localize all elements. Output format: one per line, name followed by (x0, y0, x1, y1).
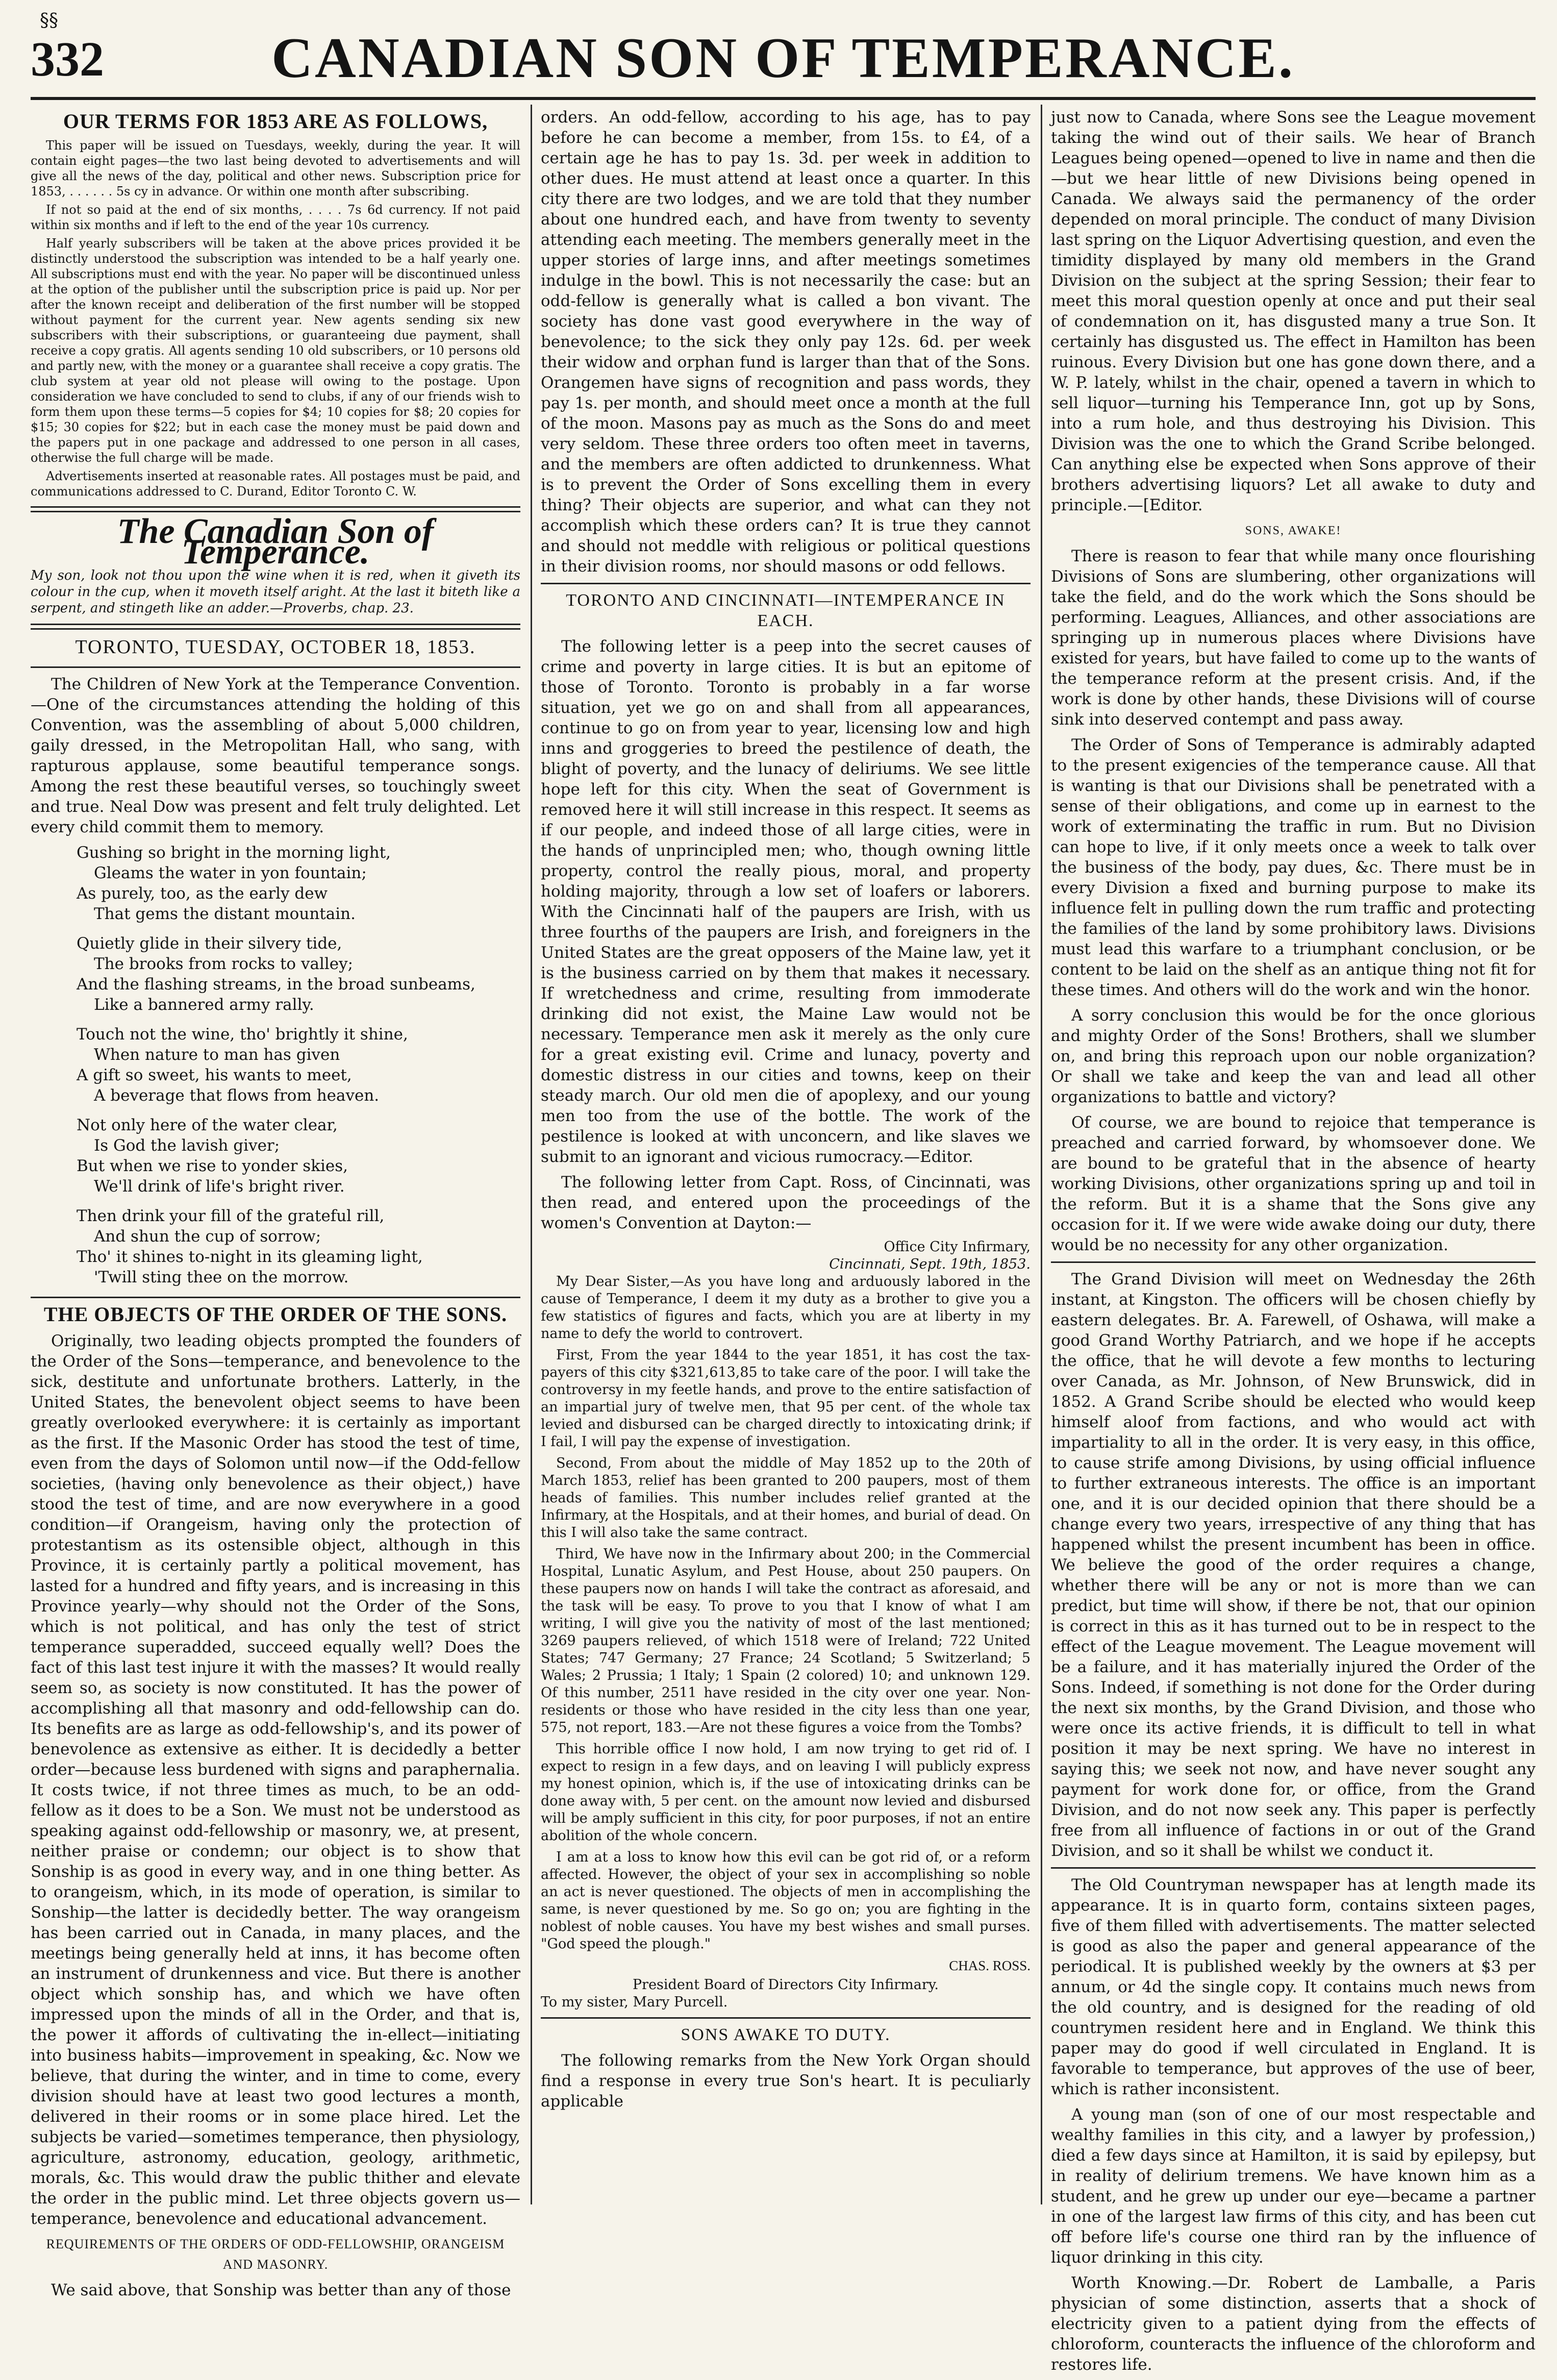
poem-line: And the flashing streams, in the broad sunbeams, (77, 975, 475, 994)
divider (541, 583, 1031, 584)
article-paragraph: Of course, we are bound to rejoice that temperance is preached and carried forward, by whomsoever done. We are bound to be grateful that in the absence of hearty working Divisions, other organizations spring up and toil in the reform. But it is a shame that the Sons give any occasion for it. If we were wide awake doing our duty, there would be no necessity for any other organization. (1051, 1113, 1536, 1254)
letter-place: Cincinnati, Sept. 19th, 1853. (829, 1256, 1031, 1272)
article-paragraph: orders. An odd-fellow, according to his age, has to pay before he can become a member, from 15s. to £4, of a certain age he has to pay 1s. 3d. per week in addition to other dues. He must attend at least once a quarter. In this city there are two lodges, and we are told that they number about one hundred each, and have from twenty to seventy attending each meeting. The members generally meet in the upper stories of large inns, and after meetings sometimes indulge in the bowl. This is not necessarily the case: but an odd-fellow is generally what is called a bon vivant. The society has done vast good everywhere in the way of benevolence; to the sick they only pay 12s. 6d. per week their widow and orphan fund is larger than that of the Sons. Orangemen have signs of recognition and pass words, they pay 1s. per month, and should meet once a month at the full of the moon. Masons pay as much as the Sons do and meet very seldom. These three orders too often meet in taverns, and the members are often addicted to drunkenness. What is to prevent the Order of Sons excelling them in every thing? Their objects are superior, and what can they not accomplish which these orders can? It is true they cannot and should not meddle with religious or political questions in their division rooms, nor should masons or odd fellows. (541, 108, 1031, 576)
poem-line: Gleams the water in yon fountain; (94, 864, 367, 882)
article-paragraph: The Children of New York at the Temperance Convention.—One of the circumstances attending the holding of this Convention, was the assembling of about 5,000 children, gaily dressed, in the Metropolitan Hall, who sang, with rapturous applause, some beautiful temperance songs. Among the rest these beautiful verses, so touchingly sweet and true. Neal Dow was present and felt truly delighted. Let every child commit them to memory. (31, 675, 520, 836)
column-divider (1041, 105, 1042, 2204)
letter-paragraph: Second, From about the middle of May 1852 up to the 20th of March 1853, relief has been granted to 200 paupers, most of them heads of families. This number includes relief granted at the Infirmary, at the Hospitals, and at their homes, and burial of dead. On this I will also take the same contract. (541, 1455, 1031, 1541)
article-paragraph: The following letter is a peep into the secret causes of crime and poverty in large cities. It is but an epitome of those of Toronto. Toronto is probably in a far worse situation, yet we go on and shall from all appearances, continue to go on from year to year, licensing low and high inns and groggeries to breed the pestilence of death, the blight of poverty, and the lunacy of deliriums. We see little hope left for this city. When the seat of Government is removed here it will still increase in this respect. It seems as if our people, and indeed those of all large cities, were in the hands of unprincipled men; who, though owning little property, control the really pious, moral, and property holding majority, through a low set of loafers or laborers. With the Cincinnati half of the paupers are Irish, with us three fourths of the paupers are Irish, and foreigners in the United States are the great opposers of the Maine law, yet it is the business carried on by them that makes it necessary. If wretchedness and crime, resulting from immoderate drinking did not exist, the Maine Law would not be necessary. Temperance men ask it merely as the only cure for a great existing evil. Crime and lunacy, poverty and domestic distress in our cities and towns, keep on their steady march. Our old men die of apoplexy, and our young men too from the use of the bottle. The work of the pestilence is looked at with unconcern, and like slaves we submit to an ignorant and vicious rumocracy.—Editor. (541, 637, 1031, 1166)
poem-line: Tho' it shines to-night in its gleaming light, (77, 1248, 423, 1266)
letter-paragraph: This horrible office I now hold, I am now trying to get rid of. I expect to resign in a few days, and on leaving I will publicly express my honest opinion, which is, if the use of intoxicating drinks can be done away with, 5 per cent. on the amount now levied and disbursed will be amply sufficient in this city, for poor purposes, if not an entire abolition of the whole concern. (541, 1741, 1031, 1844)
article-paragraph: just now to Canada, where Sons see the League movement taking the wind out of their sails. We hear of Branch Leagues being opened—opened to live in name and then die—but we hear little of new Divisions being opened in Canada. We always said the permanency of the order depended on moral principle. The conduct of many Division last spring on the Liquor Advertising question, and even the timidity displayed by many old members in the Grand Division on the subject at the spring Session; their fear to meet this moral question openly at once and put their seal of condemnation on it, has disgusted many a true Son. It certainly has disgusted us. The effect in Hamilton has been ruinous. Every Division but one has gone down there, and a W. P. lately, whilst in the chair, opened a tavern in which to sell liquor—turning his Temperance Inn, got up by Sons, into a rum hole, and thus destroying his Division. This Division was the one to which the Grand Scribe belonged. Can anything else be expected when Sons approve of their brothers advertising liquors? Let all awake to duty and principle.—[Editor. (1051, 108, 1536, 514)
poem-line: Is God the lavish giver; (94, 1136, 280, 1155)
poem-line: We'll drink of life's bright river. (94, 1177, 345, 1196)
article-paragraph: The following letter from Capt. Ross, of Cincinnati, was then read, and entered upon the proceedings of the women's Convention at Dayton:— (541, 1173, 1031, 1232)
poem-line: When nature to man has given (94, 1046, 340, 1064)
divider (1051, 1867, 1536, 1869)
header-rule (31, 97, 1536, 100)
poem-line: Touch not the wine, tho' brightly it shine, (77, 1025, 408, 1044)
article-paragraph: The following remarks from the New York Organ should find a response in every true Son's heart. It is peculiarly applicable (541, 2051, 1031, 2111)
column-2 (541, 107, 1031, 2117)
poem-line: Quietly glide in their silvery tide, (77, 934, 342, 953)
poem-line: But when we rise to yonder skies, (77, 1157, 348, 1175)
page-mark: §§ (40, 10, 58, 31)
dateline: TORONTO, TUESDAY, OCTOBER 18, 1853. (75, 636, 476, 658)
signature-title: President Board of Directors City Infirmary. (633, 1977, 939, 1993)
divider (1051, 1261, 1536, 1263)
divider (31, 1297, 520, 1298)
poem-line: That gems the distant mountain. (94, 905, 356, 923)
column-divider (531, 105, 532, 2204)
poem-line: As purely, too, as the early dew (77, 884, 328, 903)
letter-paragraph: First, From the year 1844 to the year 1851, it has cost the tax-payers of this city $321,613,85 to take care of the poor. I will take the controversy in my feetle hands, and prove to the entire satisfaction of an impartial jury of twelve men, that 95 per cent. of the whole tax levied and disbursed can be charged directly to intoxicating drink; if I fail, I will pay the expense of investigation. (541, 1347, 1031, 1450)
column-1 (31, 107, 520, 2305)
article-paragraph: A young man (son of one of our most respectable and wealthy families in this city, and a lawyer by profession,) died a few days since at Hamilton, it is said by epilepsy, but in reality of delirium tremens. We have known him as a student, and he grew up under our eye—became a partner in one of the largest law firms of this city, and has been cut off before life's course one third ran by the influence of liquor drinking in this city. (1051, 2105, 1536, 2267)
divider (541, 2017, 1031, 2019)
terms-paragraph: Half yearly subscribers will be taken at the above prices provided it be distinctly understood the subscription was intended to be a half yearly one. All subscriptions must end with the year. No paper will be discontinued unless at the option of the publisher until the subscription price is paid up. Nor per after the known receipt and deliberation of the first number will be stopped without payment for the current year. New agents sending six new subscribers with their subscriptions, or guaranteeing due payment, shall receive a copy gratis. All agents sending 10 old subscribers, or 10 persons old and partly new, with the money or a guarantee shall receive a copy gratis. The club system at year old not please will owing to the postage. Upon consideration we have concluded to send to clubs, if any of our friends wish to form them upon these terms—5 copies for $4; 10 copies for $8; 20 copies for $15; 30 copies for $22; but in each case the money must be paid down and the papers put in one package and addressed to one person in all cases, otherwise the full charge will be made. (31, 236, 520, 465)
article-paragraph: The Old Countryman newspaper has at length made its appearance. It is in quarto form, contains sixteen pages, five of them filled with advertisements. The matter selected is good as also the paper and general appearance of the periodical. It is published weekly by the owners at $3 per annum, or 4d the single copy. It contains much news from the old country, and is designed for the reading of old countrymen resident here and in England. We think this paper may do good if well circulated in England. It is favorable to temperance, but approves of the use of beer, which is rather inconsistent. (1051, 1876, 1536, 2098)
awake-heading: SONS AWAKE TO DUTY. (681, 2025, 891, 2044)
poem-line: A gift so sweet, his wants to meet, (77, 1066, 352, 1084)
poem-line: Like a bannered army rally. (94, 996, 314, 1014)
masthead (31, 10, 1536, 102)
divider (31, 666, 520, 668)
poem-stanza (77, 842, 520, 924)
letter (541, 1238, 1031, 2011)
poem-line: Then drink your fill of the grateful rill, (77, 1207, 385, 1225)
divider (31, 624, 520, 630)
article-paragraph: We said above, that Sonship was better than any of those (51, 2281, 511, 2299)
poem-line: And shun the cup of sorrow; (94, 1227, 321, 1246)
poem-line: Gushing so bright in the morning light, (77, 844, 391, 862)
article-paragraph: There is reason to fear that while many once flourishing Divisions of Sons are slumbering, other organizations will take the field, and do the work which the Sons should be performing. Leagues, Alliances, and other associations are springing up in numerous places where Divisions have existed for years, but have failed to come up to the wants of the temperance reform at the present crisis. And, if the work is done by other hands, these Divisions will of course sink into deserved contempt and pass away. (1051, 547, 1536, 729)
poem-stanza (77, 1115, 520, 1197)
running-title: CANADIAN SON OF TEMPERANCE. (271, 27, 1295, 90)
terms-paragraph: Advertisements inserted at reasonable rates. All postages must be paid, and communications addressed to C. Durand, Editor Toronto C. W. (31, 469, 520, 499)
letter-office: Office City Infirmary, (884, 1239, 1031, 1255)
article-paragraph: Worth Knowing.—Dr. Robert de Lamballe, a Paris physician of some distinction, asserts that a shock of electricity given to a patient dying from the effects of chloroform, counteracts the influence of the chloroform and restores life. (1051, 2274, 1536, 2374)
column-3 (1051, 107, 1536, 2380)
terms-block (31, 138, 520, 499)
sons-awake-subhead: SONS, AWAKE! (1245, 524, 1342, 537)
addressee: To my sister, Mary Purcell. (541, 1994, 728, 2010)
toronto-heading: TORONTO AND CINCINNATI—INTEMPERANCE IN EACH. (566, 591, 1006, 630)
poem-line: The brooks from rocks to valley; (94, 955, 354, 973)
letter-paragraph: I am at a loss to know how this evil can be got rid of, or a reform affected. However, the object of your sex in accomplishing so noble an act is never questioned. The objects of men in accomplishing the same, is never questioned by me. So go on; you are fighting in the noblest of noble causes. You have my best wishes and small purses. "God speed the plough." (541, 1849, 1031, 1952)
poem-stanza (77, 933, 520, 1015)
terms-paragraph: If not so paid at the end of six months, . . . . 7s 6d currency. If not paid within six months and if left to the end of the year 10s currency. (31, 203, 520, 232)
poem (77, 842, 520, 1287)
article-paragraph: Originally, two leading objects prompted the founders of the Order of the Sons—temperance, and benevolence to the sick, destitute and unfortunate brothers. Latterly, in the United States, the benevolent object seems to have been greatly overlooked everywhere: it is certainly as important as the first. If the Masonic Order has stood the test of time, even from the days of Solomon until now—if the Odd-fellow societies, (having only benevolence as their object,) have stood the test of time, and are now everywhere in a good condition—if Orangeism, having only the protection of protestantism as its ostensible object, although in this Province, it is certainly partly a political movement, has lasted for a hundred and fifty years, and is increasing in this Province yearly—why should not the Order of the Sons, which is not political, and has only the test of strict temperance superadded, succeed equally well? Does the fact of this last test injure it with the masses? It would really seem so, as society is now constituted. It has the power of accomplishing all that masonry and odd-fellowship can do. Its benefits are as large as odd-fellowship's, and its power of benevolence as extensive as either. It is decidedly a better order—because less burdened with signs and paraphernalia. It costs twice, if not three times as much, to be an odd-fellow as it does to be a Son. We must not be understood as speaking against odd-fellowship or masonry, we, at present, neither praise or condemn; our object is to show that Sonship is as good in every way, and in one thing better. As to orangeism, which, in its mode of operation, is similar to Sonship—the latter is decidedly better. The way orangeism has been carried out in Canada, in many places, and the meetings being generally held at inns, it has become often an instrument of drunkenness and vice. But there is another object which sonship has, and which we have often impressed upon the minds of all in the Order, and that is, the power it affords of cultivating the in-ellect—initiating into business habits—improvement in speaking, &c. Now we believe, that during the winter, and in time to come, every division should have at least two good lectures a month, delivered in their rooms or in some place hired. Let the subjects be varied—sometimes temperance, then physiology, agriculture, astronomy, education, geology, arithmetic, morals, &c. This would draw the public thither and elevate the order in the public mind. Let three objects govern us—temperance, benevolence and educational advancement. (31, 1332, 520, 2228)
article-paragraph: The Order of Sons of Temperance is admirably adapted to the present exigencies of the temperance cause. All that is wanting is that our Divisions shall be penetrated with a sense of their obligations, and come up in earnest to the work of exterminating the traffic in rum. But no Division can hope to live, if it only meets once a week to talk over the business of the body, pay dues, &c. There must be in every Division a fixed and burning purpose to make its influence felt in pulling down the rum traffic and protecting the families of the land by some prohibitory laws. Divisions must lead this warfare to a triumphant conclusion, or be content to be laid on the shelf as an antique thing not fit for these times. And others will do the work and win the honor. (1051, 736, 1536, 999)
poem-stanza (77, 1024, 520, 1106)
page-number: 332 (31, 32, 104, 86)
motto: My son, look not thou upon the wine when it is red, when it giveth its colour in the cup, when it moveth itself aright. At the last it biteth like a serpent, and stingeth like an adder.—Proverbs, chap. 23. (31, 568, 520, 616)
objects-heading: THE OBJECTS OF THE ORDER OF THE SONS. (43, 1303, 508, 1326)
nameplate: The Canadian Son of Temperance. (117, 512, 434, 572)
poem-stanza (77, 1206, 520, 1287)
poem-line: Not only here of the water clear, (77, 1116, 338, 1134)
letter-paragraph: My Dear Sister,—As you have long and arduously labored in the cause of Temperance, I deem it my duty as a brother to give you a few statistics of figures and facts, which you are at liberty in my name to defy the world to controvert. (541, 1274, 1031, 1342)
poem-line: 'Twill sting thee on the morrow. (94, 1268, 349, 1286)
newspaper-page (31, 10, 1536, 2374)
poem-line: A beverage that flows from heaven. (94, 1086, 380, 1105)
article-paragraph: A sorry conclusion this would be for the once glorious and mighty Order of the Sons! Brothers, shall we slumber on, and bring this reproach upon our noble organization? Or shall we take and keep the van and lead all other organizations to battle and victory? (1051, 1006, 1536, 1106)
signature: CHAS. ROSS. (949, 1958, 1031, 1973)
article-paragraph: The Grand Division will meet on Wednesday the 26th instant, at Kingston. The officers will be chosen chiefly by eastern delegates. Br. A. Farewell, of Oshawa, will make a good Grand Worthy Patriarch, and we hope if he accepts the office, that he will devote a few months to lecturing over Canada, as Mr. Johnson, of New Brunswick, did in 1852. A Grand Scribe should be elected who would keep himself aloof from factions, and who would act with impartiality to all in the order. It is very easy, in this office, to cause strife among Divisions, by using official influence to further extraneous interests. The office is an important one, and it is our decided opinion that there should be a change every two years, irrespective of any thing that has happened whilst the present incumbent has been in office. We believe the good of the order requires a change, whether there will be any or not is more than we can predict, but time will show, if there be not, that our opinion is correct in this as it has turned out to be in respect to the effect of the League movement. The League movement will be a failure, and it has materially injured the Order of the Sons. Indeed, if something is not done for the Order during the next six months, by the Grand Division, and those who were once its active friends, it is difficult to tell in what position it may be next spring. We have no interest in saying this; we seek not now, and have never sought any payment for work done for, or office, from the Grand Division, and do not now seek any. This paper is perfectly free from all influence of factions in or out of the Grand Division, and so it shall be whilst we conduct it. (1051, 1270, 1536, 1860)
requirements-heading: REQUIREMENTS OF THE ORDERS OF ODD-FELLOWSHIP, ORANGEISM AND MASONRY. (46, 2237, 505, 2272)
letter-paragraph: Third, We have now in the Infirmary about 200; in the Commercial Hospital, Lunatic Asylum, and Pest House, about 250 paupers. On these paupers now on hands I will take the contract as aforesaid, and the task will be easy. To prove to you that I know of what I am writing, I will give you the nativity of most of the last mentioned; 3269 paupers relieved, of which 1518 were of Ireland; 722 United States; 747 Germany; 27 France; 24 Scotland; 5 Switzerland; 5 Wales; 2 Prussia; 1 Italy; 1 Spain (2 colored) 10; and unknown 129. Of this number, 2511 have resided in the city over one year. Non-residents or those who have resided in the city less than one year, 575, not report, 183.—Are not these figures a voice from the Tombs? (541, 1546, 1031, 1736)
terms-heading: OUR TERMS FOR 1853 ARE AS FOLLOWS, (63, 110, 488, 133)
terms-paragraph: This paper will be issued on Tuesdays, weekly, during the year. It will contain eight pages—the two last being devoted to advertisements and will give all the news of the day, political and other news. Subscription price for 1853, . . . . . . 5s cy in advance. Or within one month after subscribing. (31, 138, 520, 199)
